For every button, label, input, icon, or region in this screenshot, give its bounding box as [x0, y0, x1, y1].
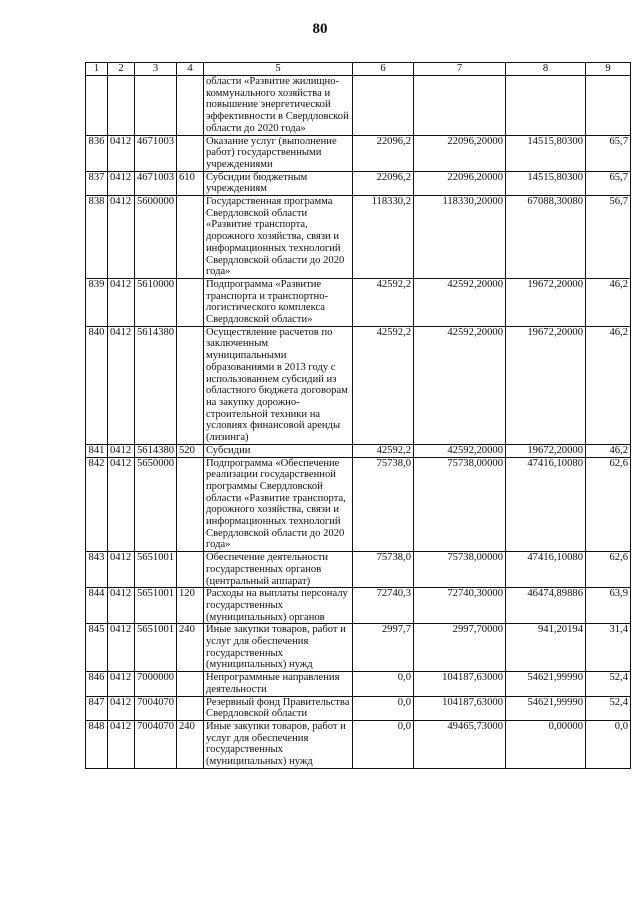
table-row	[86, 444, 631, 457]
section-code	[108, 76, 135, 136]
expense-type-code	[177, 76, 204, 136]
table-row	[86, 588, 631, 624]
item-name: Подпрограмма «Обеспечение реализации государственной программы Свердловской области «Развитие транспорта, дорожного хозяйства, связи и информационных технологий Свердловской области до 2020 года»	[204, 457, 353, 552]
planned-amount: 22096,2	[353, 171, 414, 195]
section-code: 0412	[108, 196, 135, 279]
section-code: 0412	[108, 624, 135, 672]
expense-type-code	[177, 696, 204, 720]
col-header: 7	[414, 63, 506, 76]
target-code: 7004070	[135, 720, 177, 768]
approved-amount: 49465,73000	[414, 720, 506, 768]
executed-amount: 47416,10080	[506, 552, 586, 588]
item-name: области «Развитие жилищно-коммунального хозяйства и повышение энергетической эффективности в Свердловской области до 2020 года»	[204, 76, 353, 136]
row-number: 845	[86, 624, 108, 672]
planned-amount: 75738,0	[353, 552, 414, 588]
executed-amount: 0,00000	[506, 720, 586, 768]
expense-type-code: 240	[177, 720, 204, 768]
approved-amount: 75738,00000	[414, 457, 506, 552]
execution-percent: 56,7	[586, 196, 631, 279]
row-number: 838	[86, 196, 108, 279]
col-header: 2	[108, 63, 135, 76]
section-code: 0412	[108, 696, 135, 720]
row-number: 837	[86, 171, 108, 195]
expense-type-code: 520	[177, 444, 204, 457]
row-number: 846	[86, 672, 108, 696]
planned-amount: 22096,2	[353, 135, 414, 171]
col-header: 1	[86, 63, 108, 76]
table-row	[86, 672, 631, 696]
row-number: 844	[86, 588, 108, 624]
item-name: Подпрограмма «Развитие транспорта и транспортно-логистического комплекса Свердловской области»	[204, 278, 353, 326]
table-header-row	[86, 63, 631, 76]
execution-percent: 52,4	[586, 672, 631, 696]
approved-amount: 72740,30000	[414, 588, 506, 624]
row-number: 848	[86, 720, 108, 768]
approved-amount: 75738,00000	[414, 552, 506, 588]
planned-amount: 2997,7	[353, 624, 414, 672]
target-code: 5610000	[135, 278, 177, 326]
planned-amount: 0,0	[353, 720, 414, 768]
row-number: 841	[86, 444, 108, 457]
section-code: 0412	[108, 444, 135, 457]
approved-amount: 104187,63000	[414, 696, 506, 720]
executed-amount: 54621,99990	[506, 696, 586, 720]
expense-type-code	[177, 135, 204, 171]
row-number	[86, 76, 108, 136]
execution-percent: 63,9	[586, 588, 631, 624]
executed-amount: 47416,10080	[506, 457, 586, 552]
approved-amount: 118330,20000	[414, 196, 506, 279]
execution-percent: 52,4	[586, 696, 631, 720]
planned-amount: 0,0	[353, 672, 414, 696]
execution-percent: 46,2	[586, 326, 631, 444]
table-row	[86, 552, 631, 588]
planned-amount: 72740,3	[353, 588, 414, 624]
col-header: 3	[135, 63, 177, 76]
row-number: 842	[86, 457, 108, 552]
executed-amount: 941,20194	[506, 624, 586, 672]
executed-amount: 54621,99990	[506, 672, 586, 696]
item-name: Субсидии бюджетным учреждениям	[204, 171, 353, 195]
target-code: 4671003	[135, 135, 177, 171]
planned-amount: 42592,2	[353, 326, 414, 444]
execution-percent: 46,2	[586, 278, 631, 326]
item-name: Резервный фонд Правительства Свердловской области	[204, 696, 353, 720]
planned-amount: 0,0	[353, 696, 414, 720]
expense-type-code	[177, 278, 204, 326]
table-row	[86, 171, 631, 195]
table-row	[86, 326, 631, 444]
row-number: 847	[86, 696, 108, 720]
execution-percent: 65,7	[586, 171, 631, 195]
table-row	[86, 76, 631, 136]
section-code: 0412	[108, 457, 135, 552]
executed-amount: 19672,20000	[506, 444, 586, 457]
row-number: 843	[86, 552, 108, 588]
row-number: 839	[86, 278, 108, 326]
budget-table	[85, 62, 631, 769]
table-row	[86, 135, 631, 171]
item-name: Иные закупки товаров, работ и услуг для обеспечения государственных (муниципальных) нужд	[204, 720, 353, 768]
approved-amount: 42592,20000	[414, 326, 506, 444]
section-code: 0412	[108, 552, 135, 588]
section-code: 0412	[108, 135, 135, 171]
item-name: Иные закупки товаров, работ и услуг для обеспечения государственных (муниципальных) нужд	[204, 624, 353, 672]
target-code: 7004070	[135, 696, 177, 720]
executed-amount: 46474,89886	[506, 588, 586, 624]
planned-amount: 75738,0	[353, 457, 414, 552]
section-code: 0412	[108, 171, 135, 195]
item-name: Оказание услуг (выполнение работ) государственными учреждениями	[204, 135, 353, 171]
expense-type-code: 240	[177, 624, 204, 672]
col-header: 8	[506, 63, 586, 76]
executed-amount: 19672,20000	[506, 326, 586, 444]
item-name: Субсидии	[204, 444, 353, 457]
target-code	[135, 76, 177, 136]
planned-amount: 42592,2	[353, 278, 414, 326]
execution-percent: 65,7	[586, 135, 631, 171]
section-code: 0412	[108, 326, 135, 444]
target-code: 7000000	[135, 672, 177, 696]
planned-amount: 118330,2	[353, 196, 414, 279]
table-row	[86, 720, 631, 768]
target-code: 5651001	[135, 552, 177, 588]
expense-type-code	[177, 196, 204, 279]
item-name: Осуществление расчетов по заключенным муниципальными образованиями в 2013 году с использованием субсидий из областного бюджета договорам на закупку дорожно-строительной техники на условиях финансовой аренды (лизинга)	[204, 326, 353, 444]
col-header: 9	[586, 63, 631, 76]
planned-amount	[353, 76, 414, 136]
executed-amount: 67088,30080	[506, 196, 586, 279]
table-row	[86, 624, 631, 672]
expense-type-code	[177, 457, 204, 552]
executed-amount	[506, 76, 586, 136]
table-row	[86, 457, 631, 552]
execution-percent: 62,6	[586, 552, 631, 588]
col-header: 6	[353, 63, 414, 76]
execution-percent: 46,2	[586, 444, 631, 457]
executed-amount: 14515,80300	[506, 135, 586, 171]
expense-type-code: 610	[177, 171, 204, 195]
target-code: 5614380	[135, 444, 177, 457]
section-code: 0412	[108, 672, 135, 696]
item-name: Государственная программа Свердловской области «Развитие транспорта, дорожного хозяйства, связи и информационных технологий Свердловской области до 2020 года»	[204, 196, 353, 279]
execution-percent	[586, 76, 631, 136]
section-code: 0412	[108, 588, 135, 624]
item-name: Обеспечение деятельности государственных органов (центральный аппарат)	[204, 552, 353, 588]
expense-type-code: 120	[177, 588, 204, 624]
approved-amount: 2997,70000	[414, 624, 506, 672]
page-number: 80	[312, 21, 328, 37]
target-code: 4671003	[135, 171, 177, 195]
target-code: 5614380	[135, 326, 177, 444]
row-number: 836	[86, 135, 108, 171]
execution-percent: 31,4	[586, 624, 631, 672]
target-code: 5650000	[135, 457, 177, 552]
approved-amount: 22096,20000	[414, 135, 506, 171]
execution-percent: 62,6	[586, 457, 631, 552]
target-code: 5600000	[135, 196, 177, 279]
executed-amount: 14515,80300	[506, 171, 586, 195]
table-row	[86, 196, 631, 279]
col-header: 5	[204, 63, 353, 76]
target-code: 5651001	[135, 588, 177, 624]
row-number: 840	[86, 326, 108, 444]
execution-percent: 0,0	[586, 720, 631, 768]
section-code: 0412	[108, 720, 135, 768]
executed-amount: 19672,20000	[506, 278, 586, 326]
expense-type-code	[177, 672, 204, 696]
item-name: Непрограммные направления деятельности	[204, 672, 353, 696]
target-code: 5651001	[135, 624, 177, 672]
table-row	[86, 696, 631, 720]
approved-amount: 22096,20000	[414, 171, 506, 195]
item-name: Расходы на выплаты персоналу государственных (муниципальных) органов	[204, 588, 353, 624]
approved-amount: 42592,20000	[414, 278, 506, 326]
col-header: 4	[177, 63, 204, 76]
expense-type-code	[177, 552, 204, 588]
approved-amount: 104187,63000	[414, 672, 506, 696]
expense-type-code	[177, 326, 204, 444]
table-row	[86, 278, 631, 326]
approved-amount: 42592,20000	[414, 444, 506, 457]
section-code: 0412	[108, 278, 135, 326]
planned-amount: 42592,2	[353, 444, 414, 457]
approved-amount	[414, 76, 506, 136]
